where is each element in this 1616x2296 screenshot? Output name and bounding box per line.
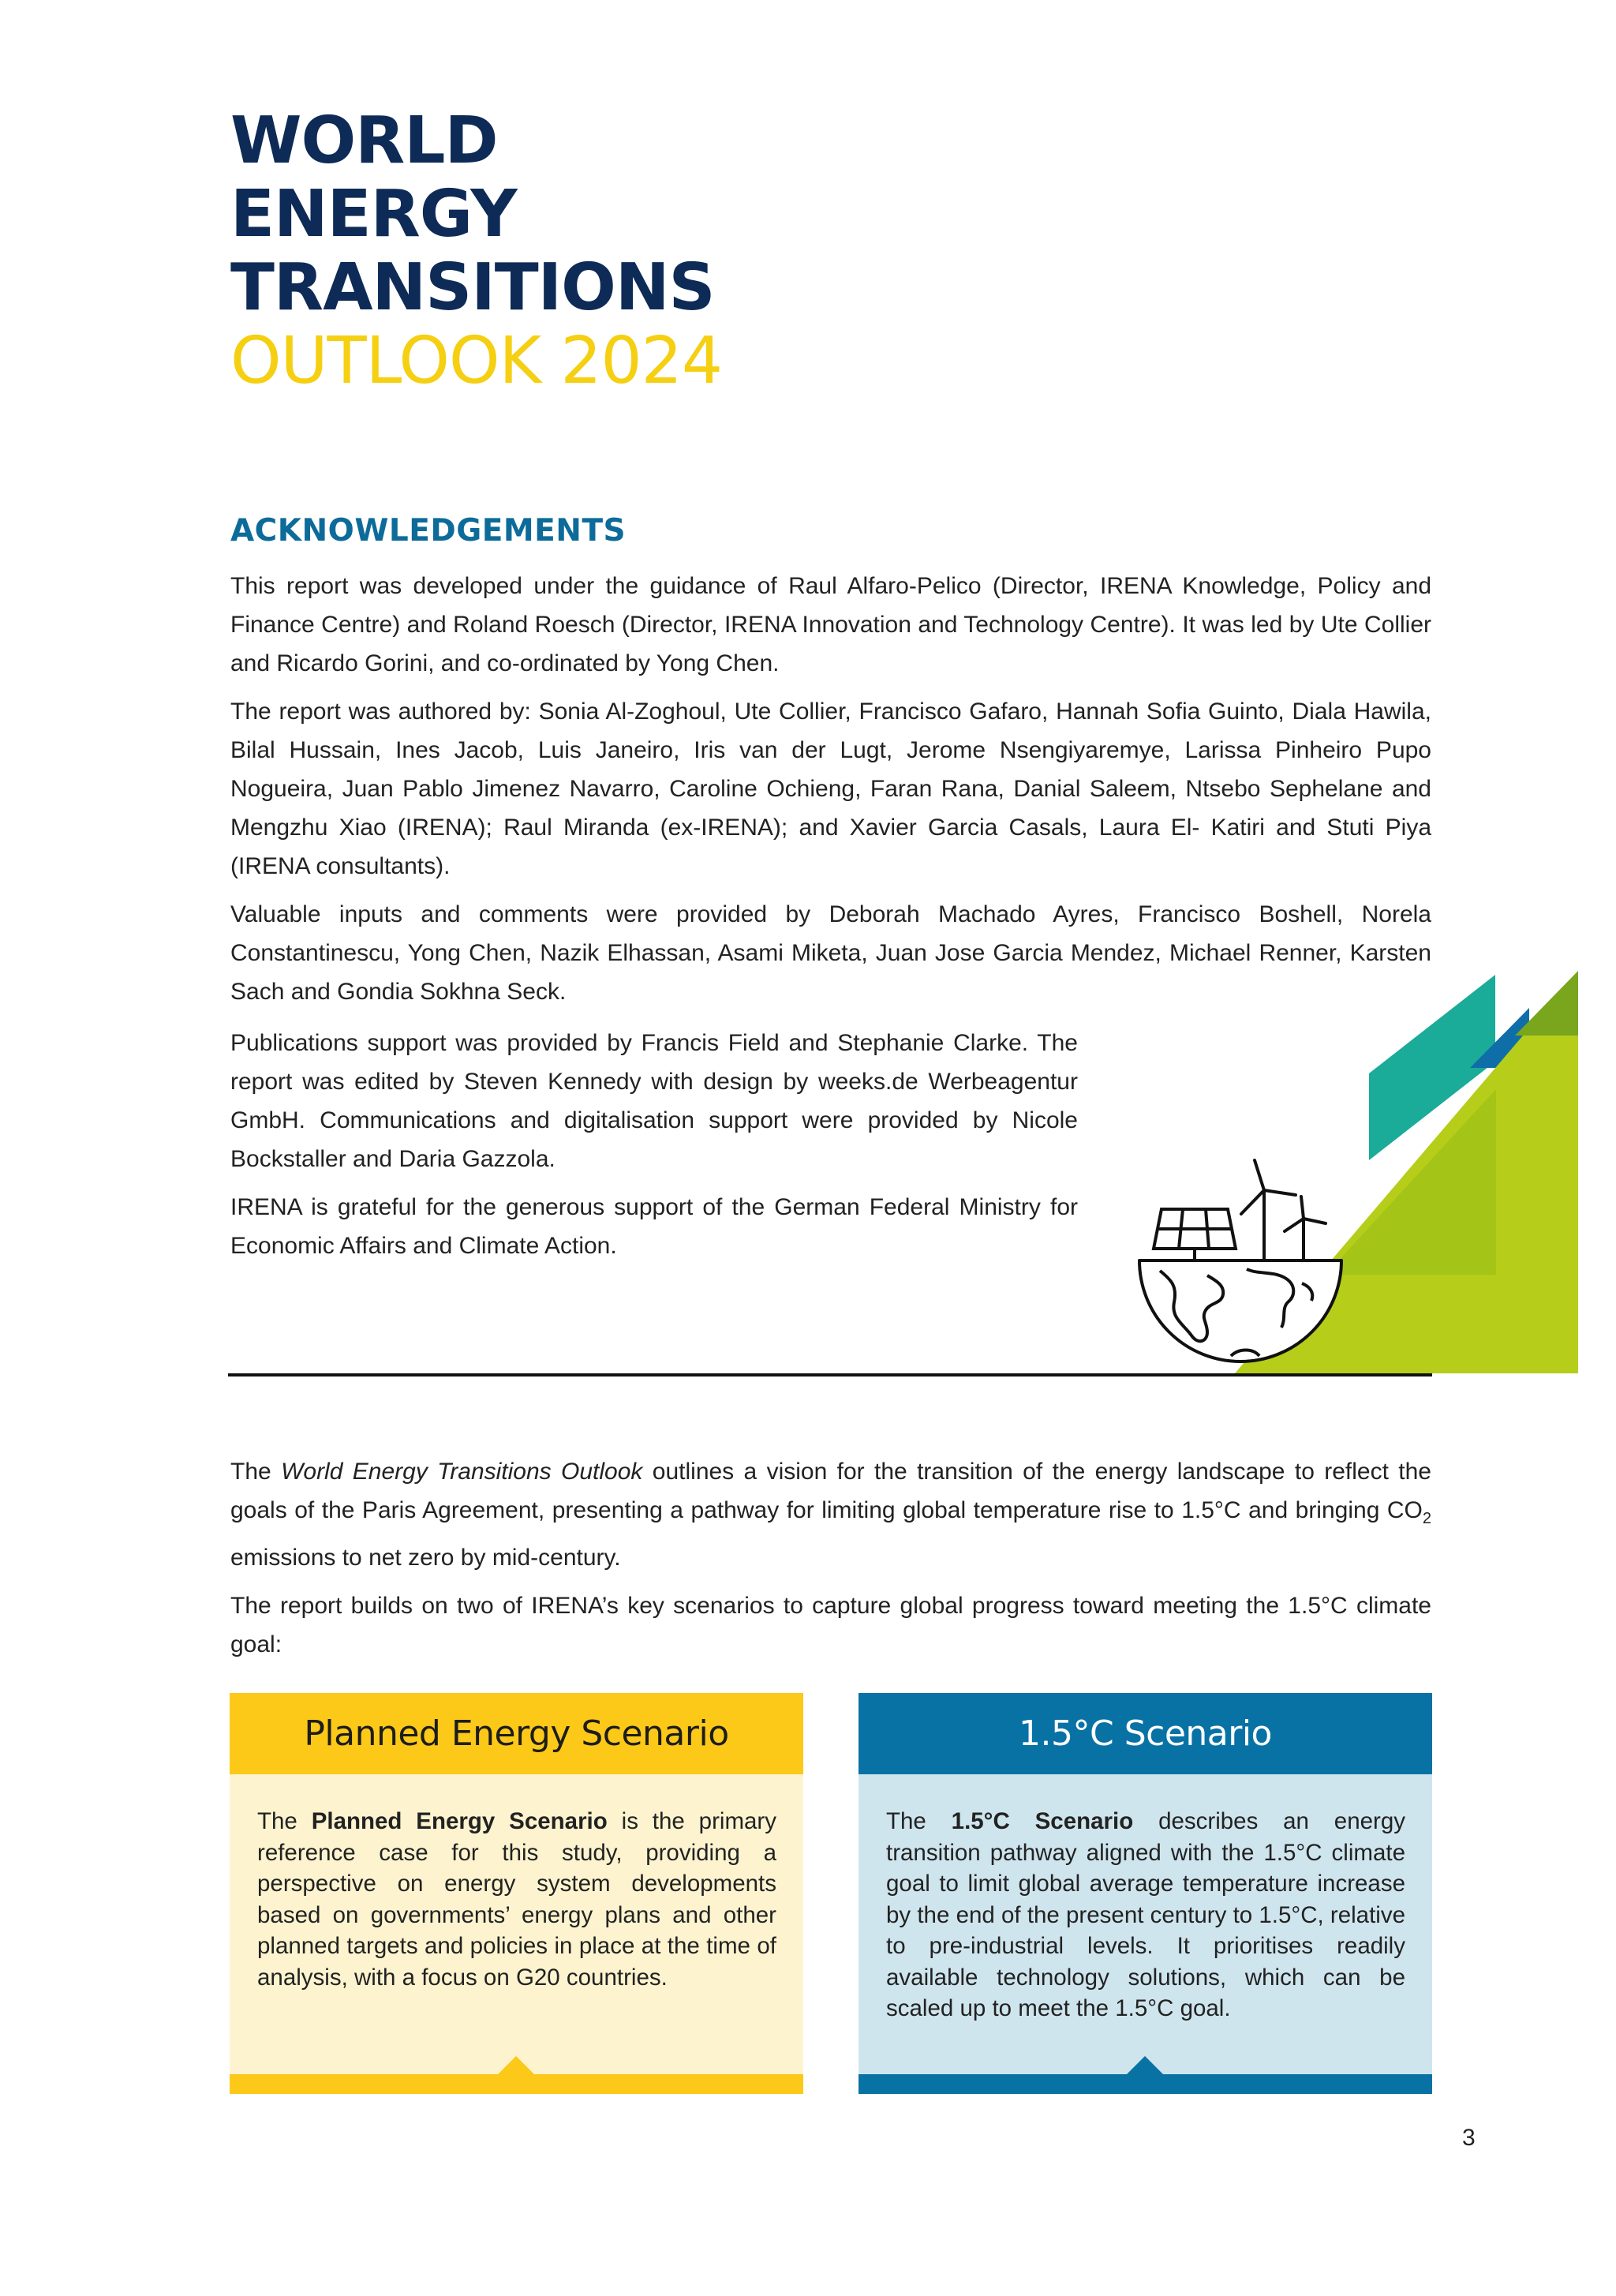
title-line-4: OUTLOOK 2024 bbox=[230, 324, 723, 399]
report-title bbox=[230, 104, 722, 398]
ack-paragraph-5: IRENA is grateful for the generous support of the German Federal Ministry for Economic Affairs and Climate Action. bbox=[230, 1194, 1078, 1259]
onefive-scenario-box bbox=[858, 1693, 1432, 2094]
planned-scenario-title: Planned Energy Scenario bbox=[230, 1693, 803, 1774]
planned-scenario-text: The Planned Energy Scenario is the primary reference case for this study, providing a perspective on energy system developments based on governments’ energy plans and other planned targets and policies in place at the time of analysis, with a focus on G20 countries. bbox=[257, 1808, 776, 1991]
onefive-scenario-body bbox=[858, 1774, 1432, 2077]
ack-paragraph-2: The report was authored by: Sonia Al-Zoghoul, Ute Collier, Francisco Gafaro, Hannah Sofia Guinto, Diala Hawila, Bilal Hussain, Ines Jacob, Luis Janeiro, Iris van der Lugt, Jerome Nsengiyaremye, Larissa Pinheiro Pupo Nogueira, Juan Pablo Jimenez Navarro, Caroline Ochieng, Faran Rana, Danial Saleem, Ntsebo Sephelane and Mengzhu Xiao (IRENA); Raul Miranda (ex-IRENA); and Xavier Garcia Casals, Laura El- Katiri and Stuti Piya (IRENA consultants). bbox=[230, 699, 1431, 879]
title-line-2: ENERGY bbox=[230, 177, 517, 252]
ack-paragraph-3: Valuable inputs and comments were provided by Deborah Machado Ayres, Francisco Boshell, Norela Constantinescu, Yong Chen, Nazik Elhassan, Asami Miketa, Juan Jose Garcia Mendez, Michael Renner, Karsten Sach and Gondia Sokhna Seck. bbox=[230, 901, 1431, 1005]
onefive-scenario-title: 1.5°C Scenario bbox=[858, 1693, 1432, 1774]
wind-turbine-icon bbox=[1241, 1160, 1296, 1260]
acknowledgements-heading: ACKNOWLEDGEMENTS bbox=[230, 513, 627, 549]
report-name-italic: World Energy Transitions Outlook bbox=[281, 1459, 643, 1485]
intro-paragraph-2: The report builds on two of IRENA’s key scenarios to capture global progress toward meeting the 1.5°C climate goal: bbox=[230, 1593, 1431, 1657]
page-number: 3 bbox=[1462, 2125, 1476, 2151]
acknowledgements-body bbox=[230, 567, 1431, 1021]
ack-paragraph-1: This report was developed under the guidance of Raul Alfaro-Pelico (Director, IRENA Knowledge, Policy and Finance Centre) and Roland Roesch (Director, IRENA Innovation and Technology Centre). It was led by Ute Collier and Ricardo Gorini, and co-ordinated by Yong Chen. bbox=[230, 573, 1431, 676]
section-divider bbox=[228, 1373, 1432, 1376]
planned-energy-scenario-box bbox=[230, 1693, 803, 2094]
intro-paragraph-1: The World Energy Transitions Outlook outlines a vision for the transition of the energy landscape to reflect the goals of the Paris Agreement, presenting a pathway for limiting global temperature rise to 1.5°C and bringing $CO_2$ emissions to net zero by mid-century. bbox=[230, 1459, 1431, 1571]
solar-panel-icon bbox=[1154, 1209, 1236, 1260]
title-line-1: WORLD bbox=[230, 103, 498, 178]
decorative-illustration bbox=[1089, 971, 1578, 1381]
onefive-scenario-text: The 1.5°C Scenario describes an energy transition pathway aligned with the 1.5°C climate goal to limit global average temperature increase by the end of the present century to 1.5°C, relative to pre-industrial levels. It prioritises readily available technology solutions, which can be scaled up to meet the 1.5°C goal. bbox=[886, 1808, 1406, 2021]
acknowledgements-body-narrow bbox=[230, 1024, 1078, 1275]
planned-scenario-body bbox=[230, 1774, 803, 2077]
wind-turbine-icon-2 bbox=[1285, 1197, 1326, 1260]
ack-paragraph-4: Publications support was provided by Francis Field and Stephanie Clarke. The report was edited by Steven Kennedy with design by weeks.de Werbeagentur GmbH. Communications and digitalisation support were provided by Nicole Bockstaller and Daria Gazzola. bbox=[230, 1030, 1078, 1172]
intro-section bbox=[230, 1452, 1431, 1673]
title-line-3: TRANSITIONS bbox=[230, 250, 715, 325]
